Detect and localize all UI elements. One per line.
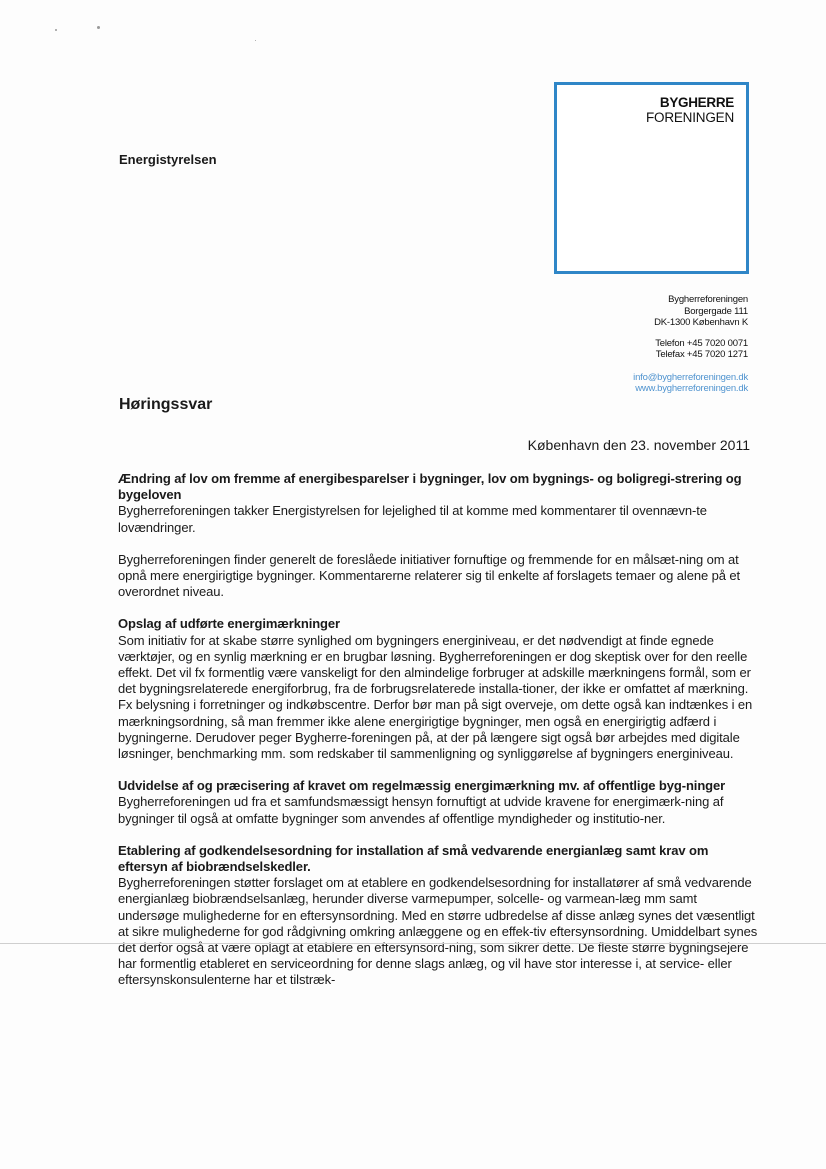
paragraph: Bygherreforeningen finder generelt de foreslåede initiativer fornuftige og fremmende for en målsæt-ning om at opnå mere energirigtige bygninger. Kommentarerne relaterer sig til enkelte af forslagets temaer og alene på et overordnet niveau. [118,551,741,600]
paragraph: Bygherreforeningen ud fra et samfundsmæssigt hensyn fornuftigt at udvide kravene for energimærk-ning af bygninger til også at omfatte bygninger som anvendes af offentlige myndigheder og institutio-ner. [118,794,724,826]
section-heading: Ændring af lov om fremme af energibesparelser i bygninger, lov om bygnings- og boligregi-strering og bygeloven [118,471,742,503]
paragraph: Som initiativ for at skabe større synlighed om bygningers energiniveau, er det nødvendigt at finde egnede værktøjer, og en synlig mærkning er en brugbar løsning. Bygherreforeningen er dog skeptisk over for den reelle effekt. Det vil fx formentlig være vanskeligt for den almindelige forbruger at adskille mærkningens formål, som er det bygningsrelaterede energiforbrug, fra de forbrugsrelaterede installa-tioner, der ikke er omfattet af mærkning. Fx belysning i forretninger og indkøbscentre. Derfor bør man på sigt overveje, om dette også kan indtænkes i en mærkningsordning, så man fremmer ikke alene energirigtige bygninger, men også en energirigtig adfærd i bygningerne. Derudover peger Bygherre-foreningen på, at der på længere sigt også bør arbejdes med digitale løsninger, benchmarking mm. som redskaber til sammenligning og synliggørelse af bygningers energiniveau. [118,632,753,762]
sender-phone: Telefon +45 7020 0071 [655,337,748,349]
sender-website-link[interactable]: www.bygherreforeningen.dk [635,383,748,394]
page-title: Høringssvar [119,396,213,413]
sender-city: DK-1300 København K [654,317,748,328]
paragraph: Bygherreforeningen støtter forslaget om at etablere en godkendelsesordning for installatører af små vedvarende energianlæg biobrændselsanlæg, herunder diverse varmepumper, solcelle- og varmean-læg mm samt undersøge mulighederne for en eftersynsordning. Med en større udbredelse af disse anlæg synes det væsentligt at sikre mulighederne for god rådgivning omkring anlæggene og en effek-tiv eftersynsordning. Umiddelbart synes det derfor også at være oplagt at etablere en eftersynsord-ning, som sikrer dette. De fleste større bygningsejere har formentlig etableret en serviceordning for denne slags anlæg, og vil have stor interesse i, at service- eller eftersynskonsulenterne har et tilstræk- [118,875,758,988]
scan-speck [255,40,256,41]
scan-speck [97,26,100,29]
logo-line-1: BYGHERRE [659,95,734,110]
sender-email-link[interactable]: info@bygherreforeningen.dk [633,371,748,383]
scan-speck [55,29,57,31]
section-heading: Udvidelse af og præcisering af kravet om regelmæssig energimærkning mv. af offentlige byg-ninger [118,778,726,794]
paragraph: Bygherreforeningen takker Energistyrelsen for lejelighed til at komme med kommentarer til ovennævn-te lovændringer. [118,503,707,535]
date-line: København den 23. november 2011 [527,437,750,453]
section-heading: Opslag af udførte energimærkninger [118,616,340,632]
sender-street: Borgergade 111 [684,305,748,317]
organization-logo [554,82,749,274]
logo-line-2: FORENINGEN [645,110,734,125]
sender-fax: Telefax +45 7020 1271 [655,349,748,360]
sender-name: Bygherreforeningen [668,294,748,305]
recipient: Energistyrelsen [119,152,217,167]
letter-body [118,471,758,989]
sender-address [633,294,748,395]
scan-artifact-line [0,943,826,944]
section-heading: Etablering af godkendelsesordning for installation af små vedvarende energianlæg samt krav om eftersyn af biobrændselskedler. [118,842,709,875]
